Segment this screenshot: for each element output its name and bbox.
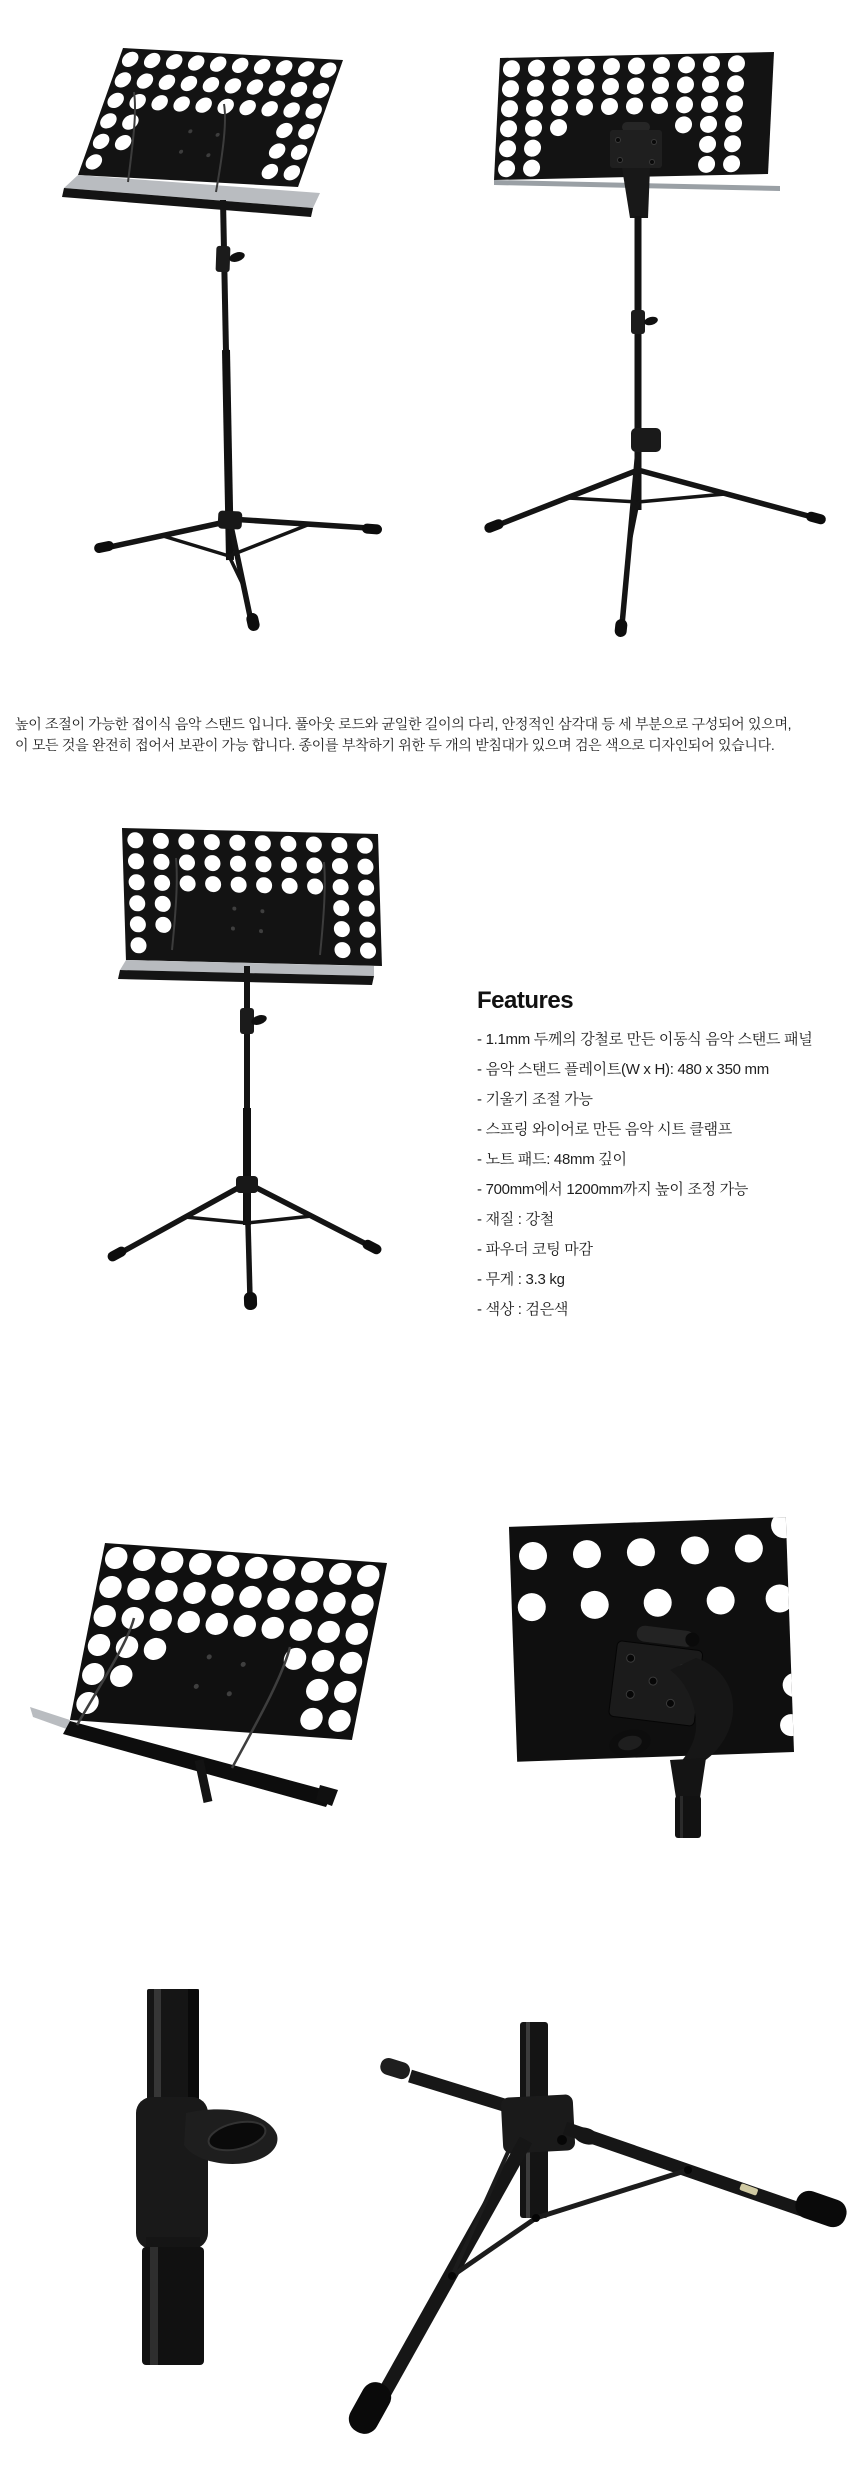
music-stand-rear-view xyxy=(470,20,830,640)
rubber-foot xyxy=(93,540,115,554)
clamp-closeup xyxy=(500,1500,830,1920)
feature-item: - 노트 패드: 48mm 깊이 xyxy=(477,1151,627,1168)
rubber-foot xyxy=(362,523,383,534)
tripod-base xyxy=(483,428,827,638)
perforated-desk-rear xyxy=(494,52,780,218)
stand-pole xyxy=(216,200,246,560)
perforated-desk xyxy=(118,828,382,985)
music-stand-angled-view xyxy=(30,20,410,640)
photo-tripod-closeup xyxy=(340,1990,860,2490)
tripod-closeup xyxy=(340,1990,860,2490)
photo-pole-clamp-closeup xyxy=(80,1985,340,2485)
height-clamp-collar xyxy=(136,2097,277,2249)
feature-item: - 기울기 조절 가능 xyxy=(477,1091,593,1108)
feature-item: - 재질 : 강철 xyxy=(477,1211,554,1228)
perforated-desk xyxy=(62,48,343,217)
leg-right xyxy=(565,2128,850,2231)
feature-item: - 1.1mm 두께의 강철로 만든 이동식 음악 스탠드 패널 xyxy=(477,1031,813,1048)
lower-pole xyxy=(142,2237,204,2365)
leg-lower-left xyxy=(344,2140,526,2439)
rubber-foot xyxy=(483,518,505,535)
feature-item: - 700mm에서 1200mm까지 높이 조정 가능 xyxy=(477,1181,749,1198)
photo-clamp-closeup xyxy=(500,1500,830,1920)
upper-pole xyxy=(147,1989,199,2101)
clamp-lever xyxy=(228,250,246,264)
rubber-foot xyxy=(244,1292,258,1310)
rubber-foot xyxy=(805,511,827,526)
rubber-foot xyxy=(792,2187,850,2230)
product-description xyxy=(15,714,855,756)
tripod-hub xyxy=(631,428,661,452)
shelf-ledge xyxy=(30,1707,72,1731)
clamp-lever xyxy=(643,315,659,326)
pole-clamp-closeup xyxy=(80,1985,340,2485)
feature-item: - 파우더 코팅 마감 xyxy=(477,1241,593,1258)
folded-leg-top xyxy=(378,2056,520,2110)
perforated-desk xyxy=(30,1543,387,1807)
photo-stand-rear xyxy=(470,20,830,640)
feature-item: - 음악 스탠드 플레이트(W x H): 480 x 350 mm xyxy=(477,1061,769,1078)
feature-item: - 스프링 와이어로 만든 음악 시트 클램프 xyxy=(477,1121,732,1138)
photo-desk-closeup xyxy=(20,1490,420,1910)
music-stand-front-view xyxy=(0,780,460,1420)
feature-item: - 무게 : 3.3 kg xyxy=(477,1271,565,1288)
rubber-foot xyxy=(614,618,628,637)
feature-item: - 색상 : 검은색 xyxy=(477,1301,569,1318)
features-list xyxy=(477,1025,857,1325)
desk-closeup xyxy=(20,1490,420,1910)
height-adjust-collar xyxy=(216,246,231,272)
tripod-hub xyxy=(218,510,243,529)
photo-stand-front-angled xyxy=(30,20,410,640)
features-panel xyxy=(477,987,857,1325)
tripod-base xyxy=(93,510,382,632)
height-adjust-collar xyxy=(631,310,645,334)
stand-pole xyxy=(675,1796,701,1838)
description-line-2: 이 모든 것을 완전히 접어서 보관이 가능 합니다. 종이를 부착하기 위한 두 개의 받침대가 있으며 검은 색으로 디자인되어 있습니다. xyxy=(15,737,775,753)
features-heading: Features xyxy=(477,987,574,1014)
photo-stand-front xyxy=(0,780,460,1420)
description-line-1: 높이 조절이 가능한 접이식 음악 스탠드 입니다. 풀아웃 로드와 균일한 길이의 다리, 안정적인 삼각대 등 세 부분으로 구성되어 있으며, xyxy=(15,716,792,732)
rubber-foot xyxy=(378,2056,412,2081)
tripod-hub xyxy=(236,1176,258,1193)
